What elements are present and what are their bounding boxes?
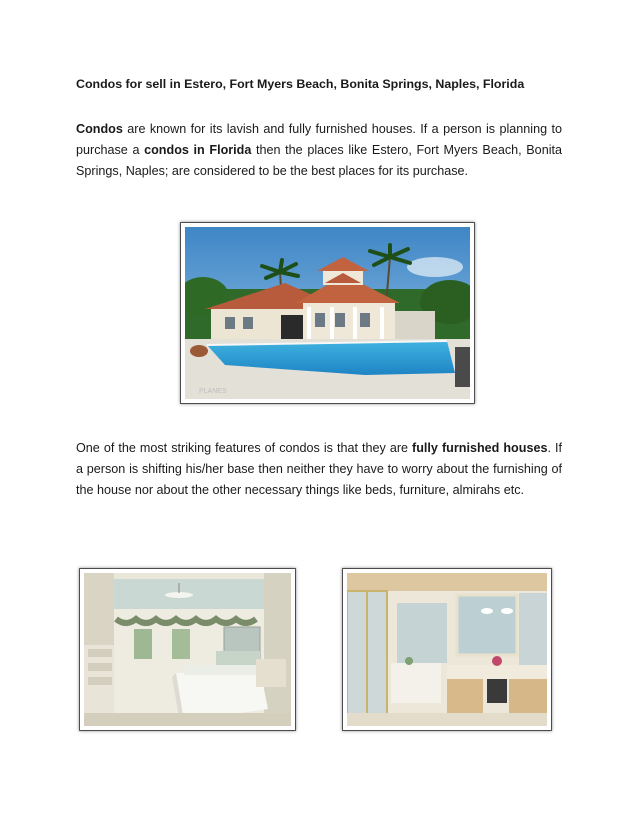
bathroom-photo: [343, 569, 551, 730]
bedroom-photo: [80, 569, 295, 730]
features-paragraph: [76, 438, 562, 501]
document-title: Condos for sell in Estero, Fort Myers Beach, Bonita Springs, Naples, Florida: [76, 77, 525, 91]
intro-paragraph: [76, 119, 562, 182]
intro-text-2: then the places like Estero, Fort Myers Beach, Bonita Springs, Naples; are considered to be the best places for its purchase.: [76, 143, 562, 178]
intro-text-1: are known for its lavish and fully furnished houses. If a person is planning to purchase a: [76, 122, 562, 157]
keyword-fully-furnished-houses: fully furnished houses: [412, 441, 548, 455]
pool-clubhouse-photo: [181, 223, 474, 403]
photo-watermark: PLANES: [199, 388, 227, 395]
keyword-condos-in-florida: condos in Florida: [144, 143, 252, 157]
keyword-condos: Condos: [76, 122, 123, 136]
features-text-2: . If a person is shifting his/her base then neither they have to worry about the furnishing of the house nor about the other necessary things like beds, furniture, almirahs etc.: [76, 441, 562, 497]
features-text-1: One of the most striking features of condos is that they are: [76, 441, 413, 455]
